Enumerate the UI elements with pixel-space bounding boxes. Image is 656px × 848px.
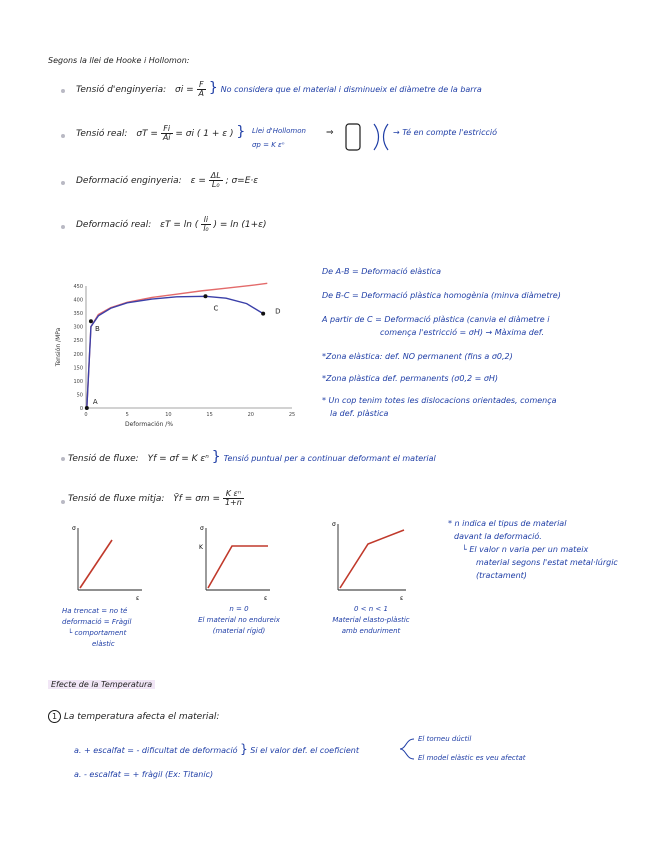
def-real-formula: εT = ln (: [160, 220, 199, 230]
x-axis-label: Deformación /%: [124, 421, 174, 428]
necking-note: → Té en compte l'estricció: [393, 128, 497, 137]
def-eng-label: Deformació enginyeria:: [76, 176, 182, 186]
circled-number: 1: [48, 710, 61, 723]
note-plastic-zone: *Zona plàstica def. permanents (σ0,2 = σH): [322, 374, 499, 383]
chart-point-label-D: D: [275, 307, 281, 316]
page-title: Segons la llei de Hooke i Hollomon:: [48, 56, 190, 65]
chart-point-A: [85, 406, 89, 410]
x-tick-labels: [84, 412, 295, 418]
x-tick-label: 10: [165, 412, 172, 418]
temperature-heading: Efecte de la Temperatura: [48, 680, 155, 689]
mini-sigma-label: σ: [200, 525, 204, 532]
tensio-real-lhs: σT =: [136, 129, 158, 139]
bullet-dot: [61, 500, 65, 504]
chart-points: [85, 294, 281, 410]
y-tick-labels: [73, 284, 83, 412]
chart-point-label-A: A: [92, 398, 98, 406]
specimen-cylinder-icon: [346, 124, 360, 150]
chart-point-label-B: B: [94, 325, 100, 334]
def-eng-formula: ε =: [190, 176, 206, 186]
x-tick-label: 25: [288, 412, 296, 418]
note-dislocations-cont: la def. plàstica: [330, 409, 389, 418]
chart-point-label-C: C: [213, 304, 219, 313]
mini-caption-1: Ha trencat = no té deformació = Fràgil └ comportament elàstic: [62, 607, 132, 648]
branch-2: El model elàstic es veu afectat: [418, 754, 526, 762]
flux-formula: Yf = σf = K εⁿ: [147, 454, 209, 464]
y-tick-label: 0: [79, 406, 83, 412]
branch-1: El torneu dúctil: [418, 735, 472, 743]
curve-notes: [322, 265, 642, 420]
mini-k-label: K: [199, 544, 203, 551]
bullet-dot: [61, 134, 65, 138]
def-eng-rhs: ; σ=E·ε: [225, 176, 259, 186]
note-dislocations: * Un cop tenim totes les dislocacions orientades, comença: [322, 396, 557, 405]
necked-specimen-icon: [374, 124, 388, 150]
mini-caption-3: 0 < n < 1 Material elasto-plàstic amb enduriment: [332, 605, 410, 635]
x-tick-label: 0: [84, 412, 88, 418]
elastic-line: [80, 540, 112, 588]
tensio-enginyeria-row: Tensió d'enginyeria: σi = $\frac{F}{A}$ } No considera que el material i disminueix el diàmetre de la barra: [76, 80, 482, 98]
mini-graph-hardening: [328, 518, 412, 602]
bullet-dot: [61, 181, 65, 185]
y-tick-label: 300: [73, 324, 83, 331]
tensio-real-fraction: $\frac{Fi}{Ai}$: [162, 124, 171, 142]
tensio-eng-label: Tensió d'enginyeria:: [76, 85, 167, 95]
y-axis-label: Tensión /MPa: [55, 327, 62, 367]
y-tick-label: 350: [73, 311, 83, 318]
note-c-cont: comença l'estricció = σH) → Màxima def.: [380, 328, 544, 337]
chart-series: [87, 283, 267, 408]
chart-point-C: [203, 294, 207, 298]
flux-mitja-lhs: Ȳf = σm =: [173, 494, 221, 504]
hardening-line: [340, 530, 404, 588]
flux-mitja-label: Tensió de fluxe mitja:: [68, 494, 165, 504]
branch-brace: [398, 736, 418, 762]
series-line-enginyeria: [87, 296, 263, 408]
tensio-eng-lhs: σi =: [175, 85, 194, 95]
flux-label: Tensió de fluxe:: [68, 454, 139, 464]
tensio-real-label: Tensió real:: [76, 129, 128, 139]
def-real-fraction: $\frac{li}{\text{l₀}}$: [203, 215, 209, 233]
note-a-b: De A-B = Deformació elàstica: [322, 267, 441, 276]
mini-epsilon-label: ε: [136, 595, 140, 602]
y-tick-label: 150: [73, 365, 83, 372]
tensio-fluxe-mitja-row: [68, 490, 244, 507]
def-eng-fraction: $\frac{\Delta L}{\text{L₀}}$: [210, 171, 221, 189]
tensio-real-row: Tensió real: σT = $\frac{Fi}{Ai}$ = σi ( 1 + ε ) }: [76, 124, 246, 142]
mini-sigma-label: σ: [332, 521, 336, 528]
flux-mitja-fraction: $\frac{\text{K εⁿ}}{1+n}$: [224, 489, 242, 507]
y-tick-label: 450: [73, 284, 83, 290]
bullet-dot: [61, 225, 65, 229]
chart-point-B: [89, 319, 93, 323]
mini-graph-brittle: [68, 522, 148, 604]
n-note: * n indica el tipus de material davant la deformació. └ El valor n varia per un mateix material segons l'estat metal·lúrgic (tractament): [448, 519, 618, 580]
temperature-line-a2: a. - escalfat = + fràgil (Ex: Titanic): [74, 770, 214, 779]
note-elastic-zone: *Zona elàstica: def. NO permanent (fins a σ0,2): [322, 352, 513, 361]
temperature-line-a1: a. + escalfat = - dificultat de deformació } Si el valor def. el coeficient: [74, 742, 359, 756]
mini-sigma-label: σ: [72, 525, 76, 532]
bullet-dot: [61, 457, 65, 461]
mini-epsilon-label: ε: [400, 595, 404, 602]
hollomon-block: [252, 124, 306, 152]
def-real-label: Deformació real:: [76, 220, 152, 230]
def-real-rhs: ) = ln (1+ε): [213, 220, 267, 230]
stress-strain-chart: [52, 278, 302, 438]
hollomon-formula: σp = K εⁿ: [252, 141, 285, 149]
tensio-fluxe-row: Tensió de fluxe: Yf = σf = K εⁿ } Tensió puntual per a continuar deformant el material: [68, 449, 436, 465]
necking-specimen-drawing: [340, 120, 400, 154]
y-tick-label: 50: [76, 392, 83, 399]
deformacio-real-row: [76, 216, 267, 233]
perfectly-plastic-line: [208, 546, 268, 588]
x-tick-label: 5: [125, 412, 129, 418]
y-tick-label: 400: [73, 297, 83, 304]
x-tick-label: 20: [247, 412, 254, 418]
note-b-c: De B-C = Deformació plàstica homogènia (minva diàmetre): [322, 291, 561, 300]
temperature-point-1: 1 La temperatura afecta el material:: [48, 710, 219, 723]
mini-graph-rigid: [196, 522, 276, 604]
hollomon-label: Llei d'Hollomon: [252, 127, 306, 135]
note-c: A partir de C = Deformació plàstica (canvia el diàmetre i: [322, 315, 550, 324]
bullet-dot: [61, 89, 65, 93]
y-tick-label: 100: [73, 378, 83, 385]
tensio-eng-fraction: $\frac{F}{A}$: [198, 80, 204, 98]
flux-note: Tensió puntual per a continuar deformant el material: [223, 454, 436, 463]
chart-point-D: [261, 312, 265, 316]
y-tick-label: 250: [73, 338, 83, 345]
mini-epsilon-label: ε: [264, 595, 268, 602]
deformacio-eng-row: [76, 172, 258, 189]
tensio-real-rhs: = σi ( 1 + ε ): [175, 129, 234, 139]
implies-arrow: ⇒: [326, 128, 334, 138]
tensio-eng-note: No considera que el material i disminueix el diàmetre de la barra: [220, 85, 482, 94]
mini-caption-2: n = 0 El material no endureix (material rígid): [198, 605, 280, 635]
x-tick-label: 15: [206, 412, 213, 418]
y-tick-label: 200: [73, 351, 83, 358]
